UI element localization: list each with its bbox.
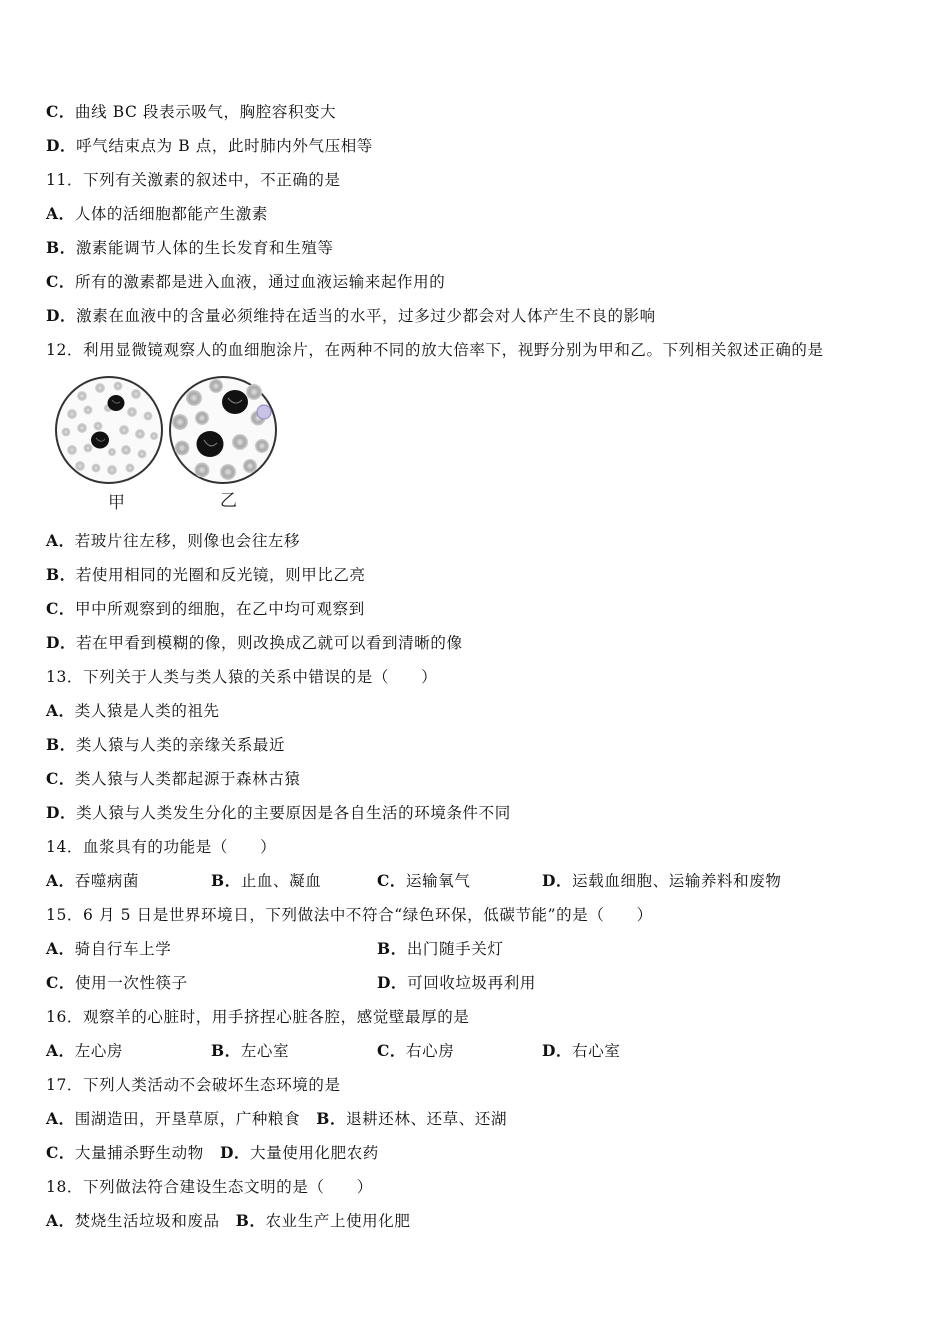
question-18: 18．下列做法符合建设生态文明的是（ ）: [46, 1178, 373, 1196]
label-jia: 甲: [108, 493, 125, 513]
question-11-option-a: A．人体的活细胞都能产生激素: [46, 204, 268, 223]
question-14-option-a: A．吞噬病菌: [46, 871, 140, 890]
question-12-option-c: C．甲中所观察到的细胞，在乙中均可观察到: [46, 599, 365, 618]
question-14-option-b: B．止血、凝血: [211, 871, 322, 890]
label-yi: 乙: [220, 491, 237, 511]
question-13-option-d: D．类人猿与人类发生分化的主要原因是各自生活的环境条件不同: [46, 803, 511, 822]
microscope-views-image: [52, 370, 284, 518]
question-11-option-c: C．所有的激素都是进入血液，通过血液运输来起作用的: [46, 272, 446, 291]
question-14: 14．血浆具有的功能是（ ）: [46, 838, 277, 856]
question-11-option-b: B．激素能调节人体的生长发育和生殖等: [46, 238, 334, 257]
question-12-option-b: B．若使用相同的光圈和反光镜，则甲比乙亮: [46, 565, 366, 584]
question-17-options-ab: A．围湖造田，开垦草原，广种粮食 B．退耕还林、还草、还湖: [46, 1109, 508, 1128]
question-14-option-c: C．运输氧气: [377, 871, 471, 890]
question-15-option-d: D．可回收垃圾再利用: [377, 973, 536, 992]
question-16-option-d: D．右心室: [542, 1041, 621, 1060]
question-16: 16．观察羊的心脏时，用手挤捏心脏各腔，感觉壁最厚的是: [46, 1008, 470, 1026]
question-14-option-d: D．运载血细胞、运输养料和废物: [542, 871, 782, 890]
field-yi: [170, 377, 276, 483]
question-13-option-b: B．类人猿与人类的亲缘关系最近: [46, 735, 286, 754]
question-17-options-cd: C．大量捕杀野生动物 D．大量使用化肥农药: [46, 1143, 379, 1162]
question-12: 12．利用显微镜观察人的血细胞涂片，在两种不同的放大倍率下，视野分别为甲和乙。下列相关叙述正确的是: [46, 341, 824, 359]
question-12-option-a: A．若玻片往左移，则像也会往左移: [46, 531, 301, 550]
question-15-option-c: C．使用一次性筷子: [46, 973, 188, 992]
question-11: 11．下列有关激素的叙述中，不正确的是: [46, 171, 341, 189]
field-jia: [56, 377, 162, 483]
question-17: 17．下列人类活动不会破坏生态环境的是: [46, 1076, 341, 1094]
question-18-options-ab: A．焚烧生活垃圾和废品 B．农业生产上使用化肥: [46, 1211, 411, 1230]
question-15: 15．6 月 5 日是世界环境日，下列做法中不符合“绿色环保，低碳节能”的是（ ）: [46, 906, 653, 924]
question-12-option-d: D．若在甲看到模糊的像，则改换成乙就可以看到清晰的像: [46, 633, 463, 652]
question-13-option-c: C．类人猿与人类都起源于森林古猿: [46, 769, 301, 788]
question-15-option-b: B．出门随手关灯: [377, 939, 504, 958]
question-16-option-c: C．右心房: [377, 1041, 455, 1060]
question-13-option-a: A．类人猿是人类的祖先: [46, 701, 220, 720]
question-10-option-d: D．呼气结束点为 B 点，此时肺内外气压相等: [46, 136, 373, 155]
question-10-option-c: C．曲线 BC 段表示吸气，胸腔容积变大: [46, 102, 337, 121]
question-11-option-d: D．激素在血液中的含量必须维持在适当的水平，过多过少都会对人体产生不良的影响: [46, 306, 656, 325]
microscope-figure: [52, 370, 284, 518]
question-15-option-a: A．骑自行车上学: [46, 939, 172, 958]
question-16-option-a: A．左心房: [46, 1041, 124, 1060]
question-16-option-b: B．左心室: [211, 1041, 290, 1060]
question-13: 13．下列关于人类与类人猿的关系中错误的是（ ）: [46, 668, 438, 686]
